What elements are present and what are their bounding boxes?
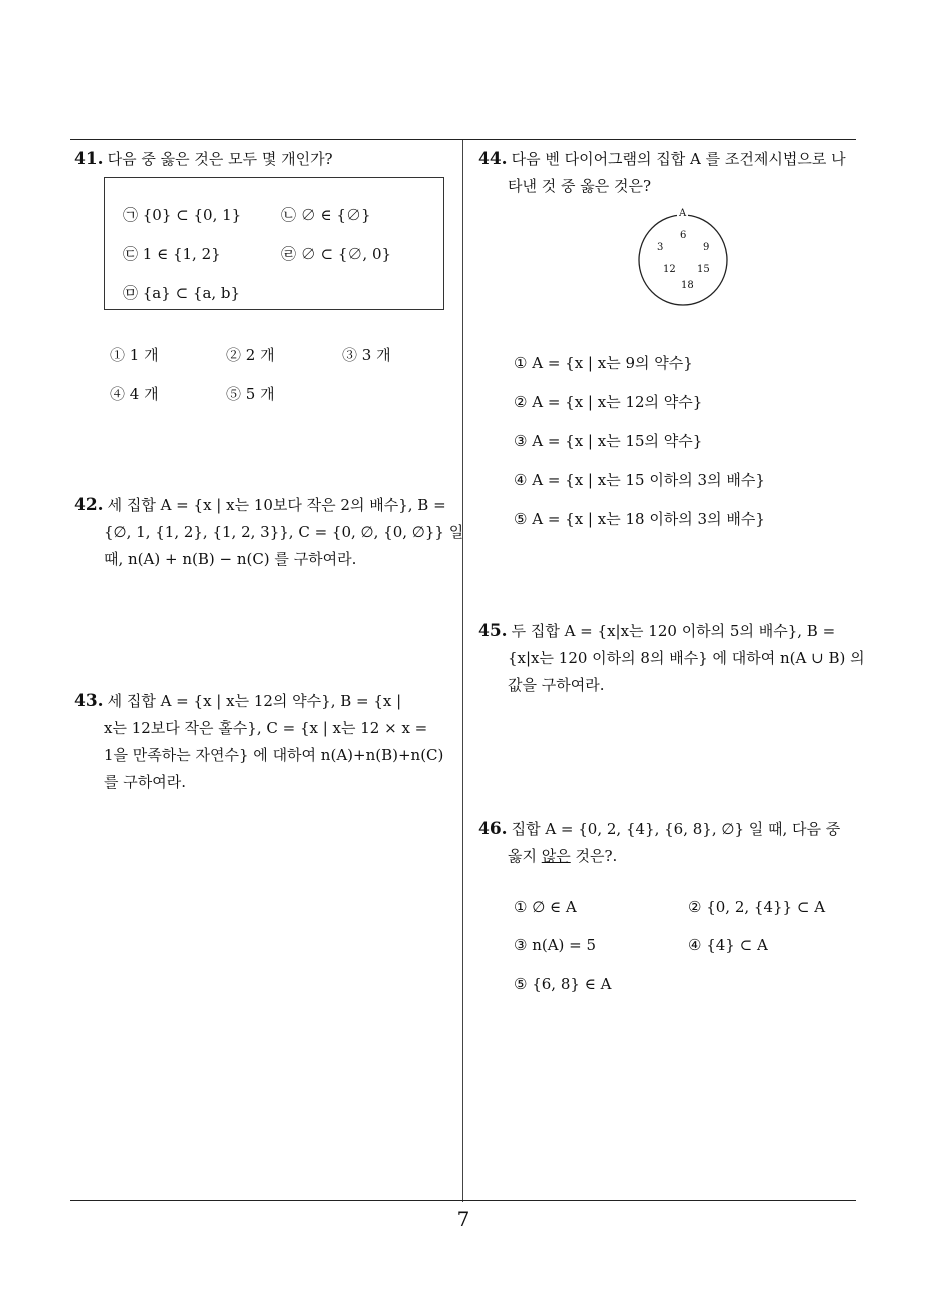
set-label-a: A [679,208,687,219]
option-5[interactable]: ⑤ 5 개 [226,385,275,403]
question-line [478,843,840,870]
question-number: 44. [478,149,508,169]
option-2[interactable]: ② A = {x | x는 12의 약수} [514,393,703,411]
option-3[interactable]: ③ 3 개 [342,346,391,364]
question-42 [74,492,463,573]
question-41 [74,146,333,173]
venn-element: 12 [663,264,676,275]
option-4[interactable]: ④ A = {x | x는 15 이하의 3의 배수} [514,471,765,489]
question-text: 세 집합 A = {x | x는 12의 약수}, B = {x | [107,692,402,710]
question-line [74,688,443,715]
question-text: 다음 중 옳은 것은 모두 몇 개인가? [107,150,333,168]
venn-circle [635,208,731,308]
statement-box [104,177,444,310]
question-number: 46. [478,819,508,839]
question-45 [478,618,865,699]
option-3[interactable]: ③ n(A) = 5 [514,936,597,954]
venn-element: 3 [657,242,664,253]
question-text: 다음 벤 다이어그램의 집합 A 를 조건제시법으로 나 [511,150,846,168]
question-number: 42. [74,495,104,515]
option-2[interactable]: ② {0, 2, {4}} ⊂ A [688,898,826,916]
option-5[interactable]: ⑤ A = {x | x는 18 이하의 3의 배수} [514,510,765,528]
venn-element: 6 [680,230,687,241]
question-line [478,816,840,843]
emphasis-underline: 않은 [541,847,571,865]
venn-element: 9 [703,242,710,253]
option-1[interactable]: ① ∅ ∈ A [514,898,577,916]
question-46 [478,816,840,870]
option-4[interactable]: ④ {4} ⊂ A [688,936,768,954]
statement-1: ㉠ {0} ⊂ {0, 1} [123,206,242,224]
question-line: {x|x는 120 이하의 8의 배수} 에 대하여 n(A ∪ B) 의 [508,649,865,667]
question-line: x는 12보다 작은 홀수}, C = {x | x는 12 × x = [104,719,428,737]
question-text: 집합 A = {0, 2, {4}, {6, 8}, ∅} 일 때, 다음 중 [511,820,841,838]
question-43 [74,688,443,796]
statement-4: ㉣ ∅ ⊂ {∅, 0} [281,245,392,263]
venn-element: 15 [697,264,710,275]
bottom-rule [70,1200,856,1201]
question-line [478,146,846,173]
question-text: 세 집합 A = {x | x는 10보다 작은 2의 배수}, B = [107,496,446,514]
question-number: 41. [74,149,104,169]
question-text: 옳지 [508,847,542,865]
page-number: 7 [456,1207,470,1231]
option-4[interactable]: ④ 4 개 [110,385,159,403]
option-5[interactable]: ⑤ {6, 8} ∈ A [514,975,612,993]
question-number: 45. [478,621,508,641]
question-line [478,618,865,645]
question-line: 때, n(A) + n(B) − n(C) 를 구하여라. [104,550,357,568]
question-line: 를 구하여라. [104,773,186,791]
option-1[interactable]: ① A = {x | x는 9의 약수} [514,354,693,372]
statement-3: ㉢ 1 ∈ {1, 2} [123,245,221,263]
question-44 [478,146,846,200]
venn-element: 18 [681,280,694,291]
option-2[interactable]: ② 2 개 [226,346,275,364]
column-divider [462,140,463,1202]
venn-diagram [635,208,731,308]
statement-5: ㉤ {a} ⊂ {a, b} [123,284,241,302]
question-line: {∅, 1, {1, 2}, {1, 2, 3}}, C = {0, ∅, {0, ∅}} 일 [104,523,464,541]
question-line: 값을 구하여라. [508,676,605,694]
question-line: 1을 만족하는 자연수} 에 대하여 n(A)+n(B)+n(C) [104,746,444,764]
option-1[interactable]: ① 1 개 [110,346,159,364]
statement-2: ㉡ ∅ ∈ {∅} [281,206,371,224]
question-number: 43. [74,691,104,711]
option-3[interactable]: ③ A = {x | x는 15의 약수} [514,432,703,450]
top-rule [70,139,856,140]
question-text: 것은?. [570,847,618,865]
question-line [74,492,463,519]
question-line: 타낸 것 중 옳은 것은? [508,177,652,195]
question-text: 두 집합 A = {x|x는 120 이하의 5의 배수}, B = [511,622,836,640]
